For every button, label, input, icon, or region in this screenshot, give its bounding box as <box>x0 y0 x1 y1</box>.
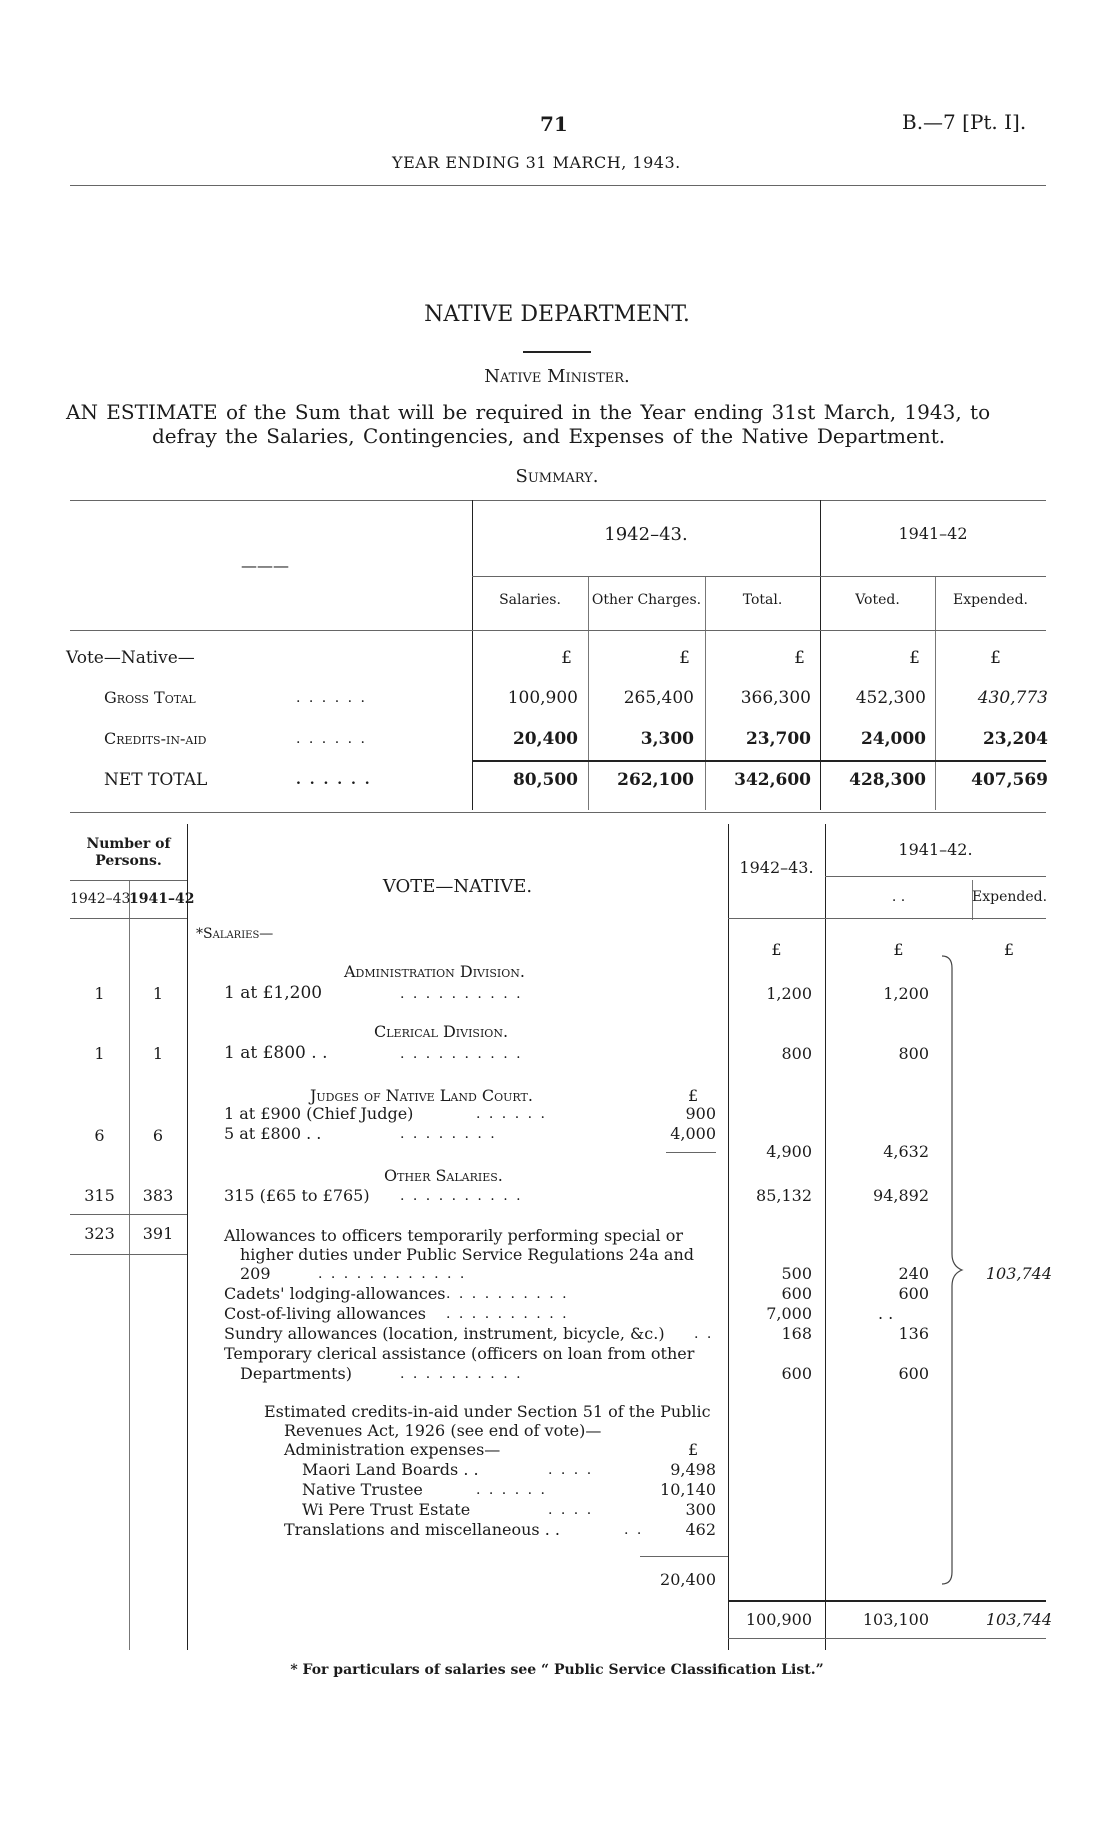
summary-row-total: 342,600 <box>734 770 811 790</box>
summary-row-voted: 428,300 <box>849 770 926 790</box>
summary-col-total: Total. <box>742 592 783 608</box>
expended-brace <box>940 954 970 1586</box>
summary-currency: £ <box>679 648 690 668</box>
summary-bottom-rule <box>70 812 1046 813</box>
summary-row-other: 265,400 <box>623 688 694 708</box>
allowances-line-2: higher duties under Public Service Regulations 24a and <box>240 1245 694 1264</box>
detail-subheader-rule <box>825 876 1046 877</box>
estimate-line-2: defray the Salaries, Contingencies, and Expenses of the Native Department. <box>152 424 946 448</box>
allowances-voted: 240 <box>898 1264 929 1283</box>
judges-line-1: 1 at £900 (Chief Judge) <box>224 1104 414 1123</box>
judges-line-1-dots: . . . . . . <box>476 1106 547 1122</box>
credits-item-amount: 300 <box>685 1500 716 1519</box>
summary-col-other-charges: Other Charges. <box>591 592 702 608</box>
judges-subtotal-rule <box>666 1152 716 1153</box>
summary-currency: £ <box>561 648 572 668</box>
summary-row-other: 3,300 <box>640 729 694 749</box>
summary-vote-label: Vote—Native— <box>66 648 195 668</box>
credits-line-2: Revenues Act, 1926 (see end of vote)— <box>284 1421 602 1440</box>
grand-total-voted: 103,100 <box>862 1610 929 1629</box>
minister-title: Native Minister. <box>484 366 630 387</box>
temporary-assistance-line-2: Departments) <box>240 1364 352 1383</box>
header-rule <box>70 185 1046 186</box>
sundry-voted: 136 <box>898 1324 929 1343</box>
cadets-allowances: Cadets' lodging-allowances <box>224 1284 446 1303</box>
detail-currency: £ <box>893 940 904 959</box>
clerical-item: 1 at £800 . . <box>224 1043 328 1063</box>
temporary-assistance-line-1: Temporary clerical assistance (officers on loan from other <box>224 1344 695 1363</box>
summary-row-salaries: 20,400 <box>512 729 578 749</box>
cost-of-living-dots: . . . . . . . . . . <box>446 1306 569 1322</box>
sundry-allowances: Sundry allowances (location, instrument, bicycle, &c.) <box>224 1324 665 1343</box>
credits-total: 20,400 <box>660 1570 716 1589</box>
summary-row-total: 366,300 <box>740 688 811 708</box>
credits-item-dots: . . . . . . <box>476 1482 547 1498</box>
credits-total-rule <box>640 1556 728 1557</box>
summary-top-rule <box>70 500 1046 501</box>
summary-header-rule <box>70 630 1046 631</box>
detail-col-expended: Expended. <box>972 889 1048 905</box>
total-persons-1942: 391 <box>142 1224 174 1243</box>
judges-line-1-amount: 900 <box>685 1104 716 1123</box>
clerical-dots: . . . . . . . . . . <box>400 1046 523 1062</box>
credits-item: Native Trustee <box>302 1480 423 1499</box>
admin-persons-1942: 1 <box>152 984 164 1003</box>
admin-dots: . . . . . . . . . . <box>400 986 523 1002</box>
summary-title: Summary. <box>515 466 599 487</box>
summary-row-label: Gross Total <box>104 688 196 707</box>
summary-row-dots: . . . . . . <box>296 690 367 706</box>
credits-item-amount: 9,498 <box>670 1460 716 1479</box>
other-salaries-heading: Other Salaries. <box>384 1166 503 1185</box>
grand-total-bottom-rule <box>728 1638 1046 1639</box>
summary-currency: £ <box>990 648 1001 668</box>
number-of-persons-heading: Number of Persons. <box>86 836 171 869</box>
grand-total-estimate: 100,900 <box>745 1610 812 1629</box>
summary-dash: ——— <box>241 556 289 575</box>
persons-total-bottom-rule <box>70 1254 187 1255</box>
admin-persons-1943: 1 <box>94 984 105 1003</box>
persons-total-rule <box>70 1214 187 1215</box>
temporary-dots: . . . . . . . . . . <box>400 1366 523 1382</box>
sundry-estimate: 168 <box>781 1324 812 1343</box>
summary-currency: £ <box>794 648 805 668</box>
expended-bracket-total: 103,744 <box>985 1264 1052 1283</box>
admin-voted: 1,200 <box>883 984 929 1003</box>
sundry-dots: . . <box>694 1326 714 1342</box>
page-number: 71 <box>540 112 568 136</box>
cost-of-living-estimate: 7,000 <box>766 1304 812 1323</box>
allowances-line-3: 209 <box>240 1264 271 1283</box>
detail-col-divider <box>187 824 188 1650</box>
summary-row-total: 23,700 <box>745 729 811 749</box>
credits-currency: £ <box>688 1440 699 1459</box>
credits-item: Translations and miscellaneous . . <box>284 1520 560 1539</box>
page-subtitle: YEAR ENDING 31 MARCH, 1943. <box>392 153 681 172</box>
salaries-heading: *Salaries— <box>196 926 274 942</box>
clerical-persons-1942: 1 <box>152 1044 164 1063</box>
summary-row-expended: 407,569 <box>971 770 1048 790</box>
persons-col-1941-42: 1941–42 <box>129 891 195 907</box>
persons-heading-rule <box>70 880 187 881</box>
summary-row-other: 262,100 <box>617 770 694 790</box>
admin-expenses-heading: Administration expenses— <box>284 1440 501 1459</box>
cost-of-living-voted: . . <box>878 1304 894 1323</box>
judges-voted: 4,632 <box>883 1142 929 1161</box>
persons-col-1942-43: 1942–43 <box>70 891 131 907</box>
temporary-estimate: 600 <box>781 1364 812 1383</box>
credits-item-amount: 10,140 <box>660 1480 716 1499</box>
judges-persons-1943: 6 <box>94 1126 105 1145</box>
page-reference: B.—7 [Pt. I]. <box>902 110 1027 134</box>
admin-division-heading: Administration Division. <box>344 962 525 981</box>
summary-row-salaries: 80,500 <box>512 770 578 790</box>
judges-heading: Judges of Native Land Court. <box>310 1086 533 1105</box>
judges-estimate: 4,900 <box>766 1142 812 1161</box>
other-dots: . . . . . . . . . . <box>400 1188 523 1204</box>
other-estimate: 85,132 <box>756 1186 812 1205</box>
other-voted: 94,892 <box>873 1186 929 1205</box>
other-persons-1942: 383 <box>142 1186 174 1205</box>
allowances-dots: . . . . . . . . . . . . <box>318 1266 467 1282</box>
judges-persons-1942: 6 <box>152 1126 164 1145</box>
department-title: NATIVE DEPARTMENT. <box>424 302 690 327</box>
detail-year-current: 1942–43. <box>739 858 814 877</box>
allowances-estimate: 500 <box>781 1264 812 1283</box>
summary-row-expended: 23,204 <box>982 729 1048 749</box>
clerical-estimate: 800 <box>781 1044 812 1063</box>
summary-row-expended: 430,773 <box>977 688 1048 708</box>
summary-col-voted: Voted. <box>855 592 900 608</box>
clerical-division-heading: Clerical Division. <box>374 1022 509 1041</box>
clerical-persons-1943: 1 <box>94 1044 105 1063</box>
clerical-voted: 800 <box>898 1044 929 1063</box>
detail-currency: £ <box>771 940 782 959</box>
summary-row-voted: 452,300 <box>855 688 926 708</box>
title-rule <box>523 351 591 353</box>
judges-line-2-dots: . . . . . . . . <box>400 1126 497 1142</box>
judges-line-2: 5 at £800 . . <box>224 1124 322 1143</box>
summary-year-previous: 1941–42 <box>898 524 968 543</box>
cadets-voted: 600 <box>898 1284 929 1303</box>
detail-year-previous: 1941–42. <box>898 840 973 859</box>
grand-total-expended: 103,744 <box>985 1610 1052 1629</box>
other-item: 315 (£65 to £765) <box>224 1186 370 1205</box>
cost-of-living-allowances: Cost-of-living allowances <box>224 1304 426 1323</box>
judges-currency: £ <box>688 1086 699 1105</box>
judges-line-2-amount: 4,000 <box>670 1124 716 1143</box>
admin-item: 1 at £1,200 <box>224 983 323 1003</box>
credits-item-dots: . . <box>624 1522 644 1538</box>
other-persons-1943: 315 <box>84 1186 115 1205</box>
summary-row-label: NET TOTAL <box>104 770 208 790</box>
summary-col-salaries: Salaries. <box>499 592 561 608</box>
cadets-estimate: 600 <box>781 1284 812 1303</box>
detail-col-voted: . . <box>891 889 906 905</box>
detail-header-rule <box>728 918 1046 919</box>
credits-item-dots: . . . . <box>548 1462 594 1478</box>
admin-estimate: 1,200 <box>766 984 812 1003</box>
credits-item-dots: . . . . <box>548 1502 594 1518</box>
grand-total-rule <box>728 1600 1046 1602</box>
credits-item: Maori Land Boards . . <box>302 1460 479 1479</box>
detail-currency: £ <box>1003 940 1015 959</box>
summary-col-expended: Expended. <box>952 592 1029 608</box>
footnote: * For particulars of salaries see “ Public Service Classification List.” <box>290 1662 824 1678</box>
summary-row-salaries: 100,900 <box>507 688 578 708</box>
summary-row-voted: 24,000 <box>860 729 926 749</box>
persons-subheading-rule <box>70 918 187 919</box>
temporary-voted: 600 <box>898 1364 929 1383</box>
vote-native-heading: VOTE—NATIVE. <box>382 876 533 897</box>
summary-total-rule <box>472 760 1046 762</box>
summary-row-dots: . . . . . . <box>296 731 367 747</box>
allowances-line-1: Allowances to officers temporarily performing special or <box>224 1226 683 1245</box>
credits-line-1: Estimated credits-in-aid under Section 51 of the Public <box>264 1402 711 1421</box>
summary-subheader-rule <box>472 576 1046 577</box>
summary-row-label: Credits-in-aid <box>104 729 207 748</box>
summary-year-current: 1942–43. <box>604 524 688 545</box>
estimate-line-1: AN ESTIMATE of the Sum that will be required in the Year ending 31st March, 1943, to <box>66 400 991 424</box>
credits-item: Wi Pere Trust Estate <box>302 1500 471 1519</box>
summary-currency: £ <box>909 648 920 668</box>
summary-row-dots: . . . . . . <box>296 772 372 788</box>
credits-item-amount: 462 <box>685 1520 716 1539</box>
total-persons-1943: 323 <box>84 1224 115 1243</box>
cadets-dots: . . . . . . . . . . <box>446 1286 569 1302</box>
